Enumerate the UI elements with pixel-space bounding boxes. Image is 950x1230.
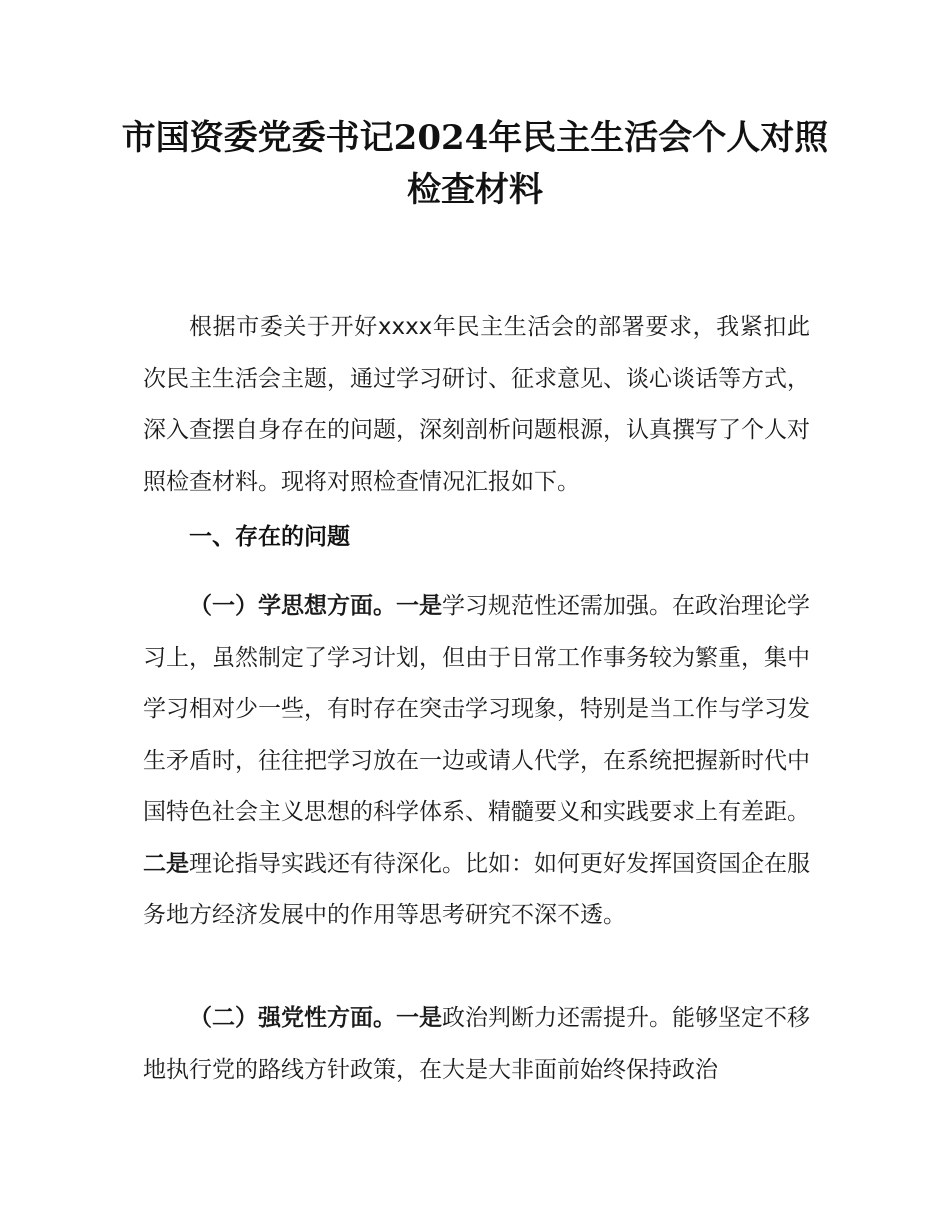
study-second-marker: 二是 [143,850,189,877]
party-spirit-paragraph [143,993,810,1096]
study-thought-paragraph [143,581,810,942]
party-spirit-lead: （二）强党性方面。 [189,1005,396,1031]
study-second-text: 理论指导实践还有待深化。比如：如何更好发挥国资国企在服务地方经济发展中的作用等思考研究不深不透。 [143,850,810,928]
study-thought-lead: （一）学思想方面。 [189,593,396,619]
study-first-text: 学习规范性还需加强。在政治理论学习上，虽然制定了学习计划，但由于日常工作事务较为繁重，集中学习相对少一些，有时存在突击学习现象，特别是当工作与学习发生矛盾时，往往把学习放在一边或请人代学，在系统把握新时代中国特色社会主义思想的科学体系、精髓要义和实践要求上有差距。 [143,593,810,825]
intro-paragraph: 根据市委关于开好xxxx年民主生活会的部署要求，我紧扣此次民主生活会主题，通过学习研讨、征求意见、谈心谈话等方式，深入查摆自身存在的问题，深刻剖析问题根源，认真撰写了个人对照检查材料。现将对照检查情况汇报如下。 [143,314,810,495]
document-title: 市国资委党委书记2024年民主生活会个人对照检查材料 [121,118,829,210]
section-heading-problems: 一、存在的问题 [189,524,350,550]
study-first-marker: 一是 [396,593,442,619]
party-first-marker: 一是 [396,1005,442,1031]
party-first-text: 政治判断力还需提升。能够坚定不移地执行党的路线方针政策，在大是大非面前始终保持政治 [143,1005,810,1083]
